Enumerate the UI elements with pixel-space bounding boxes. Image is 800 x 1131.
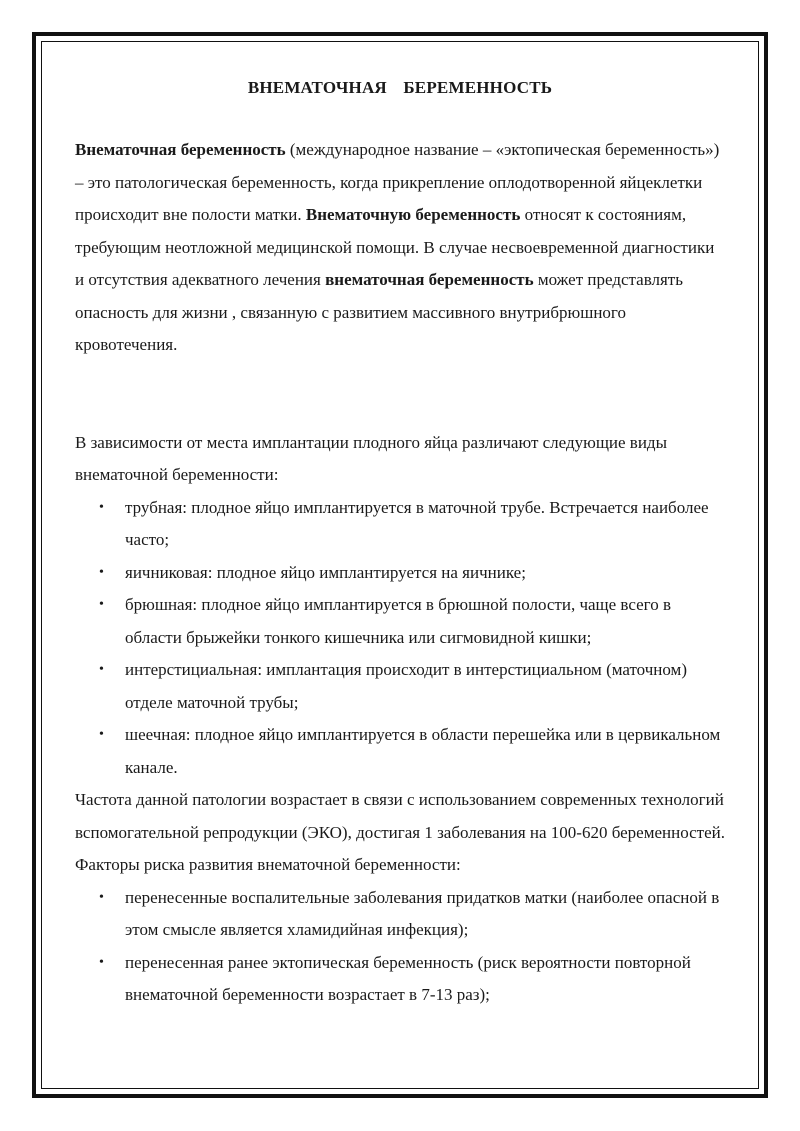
list-item bbox=[75, 492, 725, 557]
risk-intro-paragraph: Факторы риска развития внематочной беременности: bbox=[75, 855, 461, 874]
bullet-icon: • bbox=[99, 727, 104, 742]
bullet-icon: • bbox=[99, 954, 104, 970]
intro-term-1: Внематочная беременность bbox=[75, 140, 286, 159]
list-item-text: яичниковая: плодное яйцо имплантируется на яичнике; bbox=[125, 562, 526, 582]
intro-text-1: (международное название – «эктопическая беременность») – это патологическая беременность, когда прикрепление оплодотворенной яйцеклетки происходит вне полости матки. bbox=[75, 140, 720, 224]
list-item-text: перенесенные воспалительные заболевания придатков матки (наиболее опасной в этом смысле является хламидийная инфекция); bbox=[125, 887, 720, 939]
risk-factors-list bbox=[75, 882, 725, 1012]
list-item-text: шеечная: плодное яйцо имплантируется в области перешейка или в цервикальном канале. bbox=[125, 725, 721, 777]
intro-term-3: внематочная беременность bbox=[325, 270, 534, 289]
bullet-icon: • bbox=[99, 597, 104, 612]
intro-text-2: относят к состояниям, требующим неотложной медицинской помощи. В случае несвоевременной диагностики и отсутствия адекватного лечения bbox=[75, 205, 715, 289]
bullet-icon: • bbox=[99, 889, 104, 905]
list-item-text: интерстициальная: имплантация происходит в интерстициальном (маточном) отделе маточной трубы; bbox=[125, 660, 687, 712]
list-item bbox=[75, 719, 725, 784]
intro-term-2: Внематочную беременность bbox=[305, 205, 521, 224]
intro-paragraph bbox=[75, 134, 725, 362]
frequency-paragraph: Частота данной патологии возрастает в связи с использованием современных технологий вспомогательной репродукции (ЭКО), достигая 1 заболевания на 100-620 беременностей. bbox=[75, 790, 726, 842]
list-item-text: брюшная: плодное яйцо имплантируется в брюшной полости, чаще всего в области брыжейки тонкого кишечника или сигмовидной кишки; bbox=[125, 595, 671, 647]
document-title: ВНЕМАТОЧНАЯ БЕРЕМЕННОСТЬ bbox=[247, 78, 553, 97]
bullet-icon: • bbox=[99, 564, 104, 580]
bullet-icon: • bbox=[99, 662, 104, 677]
list-item bbox=[75, 557, 725, 590]
list-item bbox=[75, 654, 725, 719]
bullet-icon: • bbox=[99, 499, 104, 515]
types-list bbox=[75, 492, 725, 785]
intro-text-3: может представлять опасность для жизни , связанную с развитием массивного внутрибрюшного кровотечения. bbox=[75, 270, 683, 354]
types-intro-paragraph: В зависимости от места имплантации плодного яйца различают следующие виды внематочной беременности: bbox=[75, 432, 668, 484]
list-item-text: трубная: плодное яйцо имплантируется в маточной трубе. Встречается наиболее часто; bbox=[125, 497, 709, 549]
list-item bbox=[75, 589, 725, 654]
list-item bbox=[75, 882, 725, 947]
document-body bbox=[75, 72, 725, 1012]
list-item-text: перенесенная ранее эктопическая беременность (риск вероятности повторной внематочной беременности возрастает в 7-13 раз); bbox=[125, 952, 691, 1004]
list-item bbox=[75, 947, 725, 1012]
